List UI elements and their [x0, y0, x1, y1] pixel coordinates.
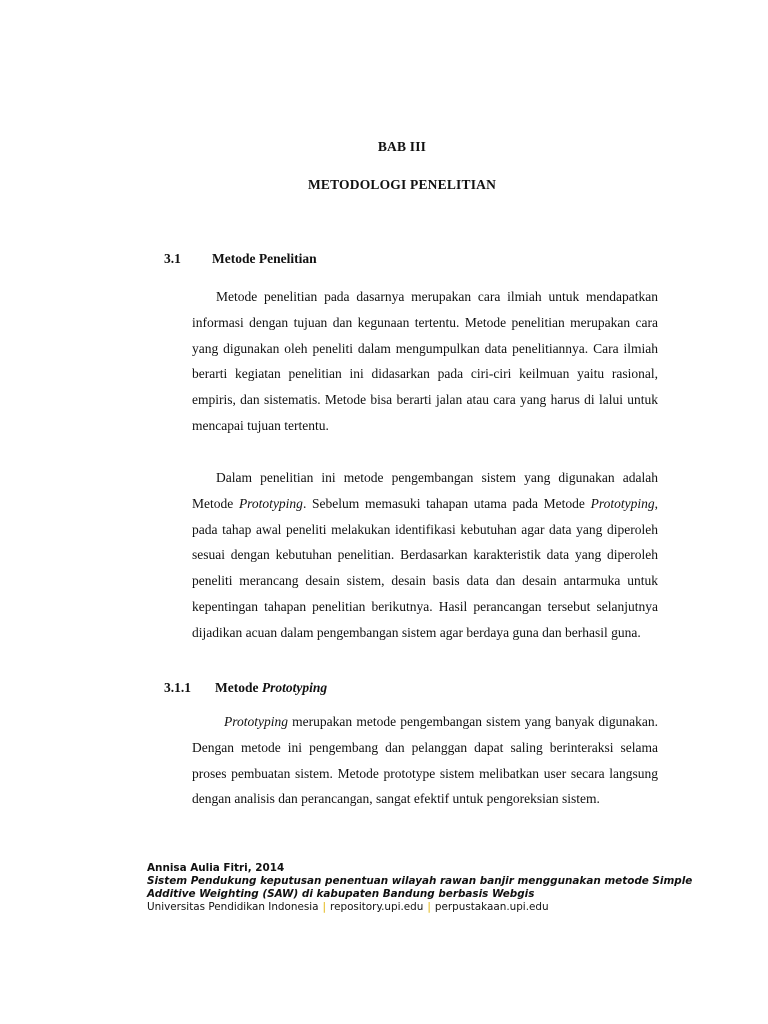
footer-thesis-line-1: Sistem Pendukung keputusan penentuan wilayah rawan banjir menggunakan metode Simple: [147, 875, 693, 887]
section-number: 3.1: [164, 251, 181, 266]
footer-author: Annisa Aulia Fitri, 2014: [147, 862, 285, 874]
chapter-number: BAB III: [377, 139, 427, 154]
footer-repository-link[interactable]: repository.upi.edu: [330, 901, 424, 913]
section-heading-3-1: [164, 251, 317, 267]
footer-links: [147, 901, 692, 914]
chapter-title: METODOLOGI PENELITIAN: [307, 177, 497, 192]
subsection-number: 3.1.1: [164, 680, 191, 695]
footer-separator: |: [427, 901, 431, 913]
subsection-title-italic: Prototyping: [261, 680, 328, 695]
footer-library-link[interactable]: perpustakaan.upi.edu: [434, 901, 549, 913]
section-heading-3-1-1: [164, 680, 327, 696]
paragraph-3: Prototyping merupakan metode pengembangan sistem yang banyak digunakan. Dengan metode ini pengembang dan pelanggan dapat saling berinteraksi selama proses pembuatan sistem. Metode prototype sistem melibatkan user secara langsung dengan analisis dan perancangan, sangat efektif untuk pengoreksian sistem.: [192, 714, 658, 807]
page-footer: [147, 862, 692, 914]
italic-term: Prototyping: [590, 495, 655, 511]
footer-separator: |: [322, 901, 327, 913]
italic-term: Prototyping: [238, 495, 303, 511]
footer-university: Universitas Pendidikan Indonesia: [147, 901, 319, 913]
subsection-title: Metode: [215, 680, 262, 695]
italic-term: Prototyping: [224, 714, 288, 729]
paragraph-1: Metode penelitian pada dasarnya merupakan cara ilmiah untuk mendapatkan informasi dengan tujuan dan kegunaan tertentu. Metode penelitian merupakan cara yang digunakan oleh peneliti dalam mengumpulkan data penelitiannya. Cara ilmiah berarti kegiatan penelitian ini didasarkan pada ciri-ciri keilmuan yaitu rasional, empiris, dan sistematis. Metode bisa berarti jalan atau cara yang harus di lalui untuk mencapai tujuan tertentu.: [192, 289, 658, 433]
footer-thesis-line-2: Additive Weighting (SAW) di kabupaten Bandung berbasis Webgis: [147, 888, 535, 900]
section-title: Metode Penelitian: [212, 251, 317, 266]
paragraph-2: Dalam penelitian ini metode pengembangan sistem yang digunakan adalah Metode Prototyping. Sebelum memasuki tahapan utama pada Metode Prototyping, pada tahap awal peneliti melakukan identifikasi kebutuhan agar data yang diperoleh sesuai dengan kebutuhan penelitian. Berdasarkan karakteristik data yang diperoleh peneliti merancang desain sistem, desain basis data dan desain antarmuka untuk kepentingan tahapan penelitian berikutnya. Hasil perancangan tersebut selanjutnya dijadikan acuan dalam pengembangan sistem agar berdaya guna dan berhasil guna.: [192, 470, 658, 640]
